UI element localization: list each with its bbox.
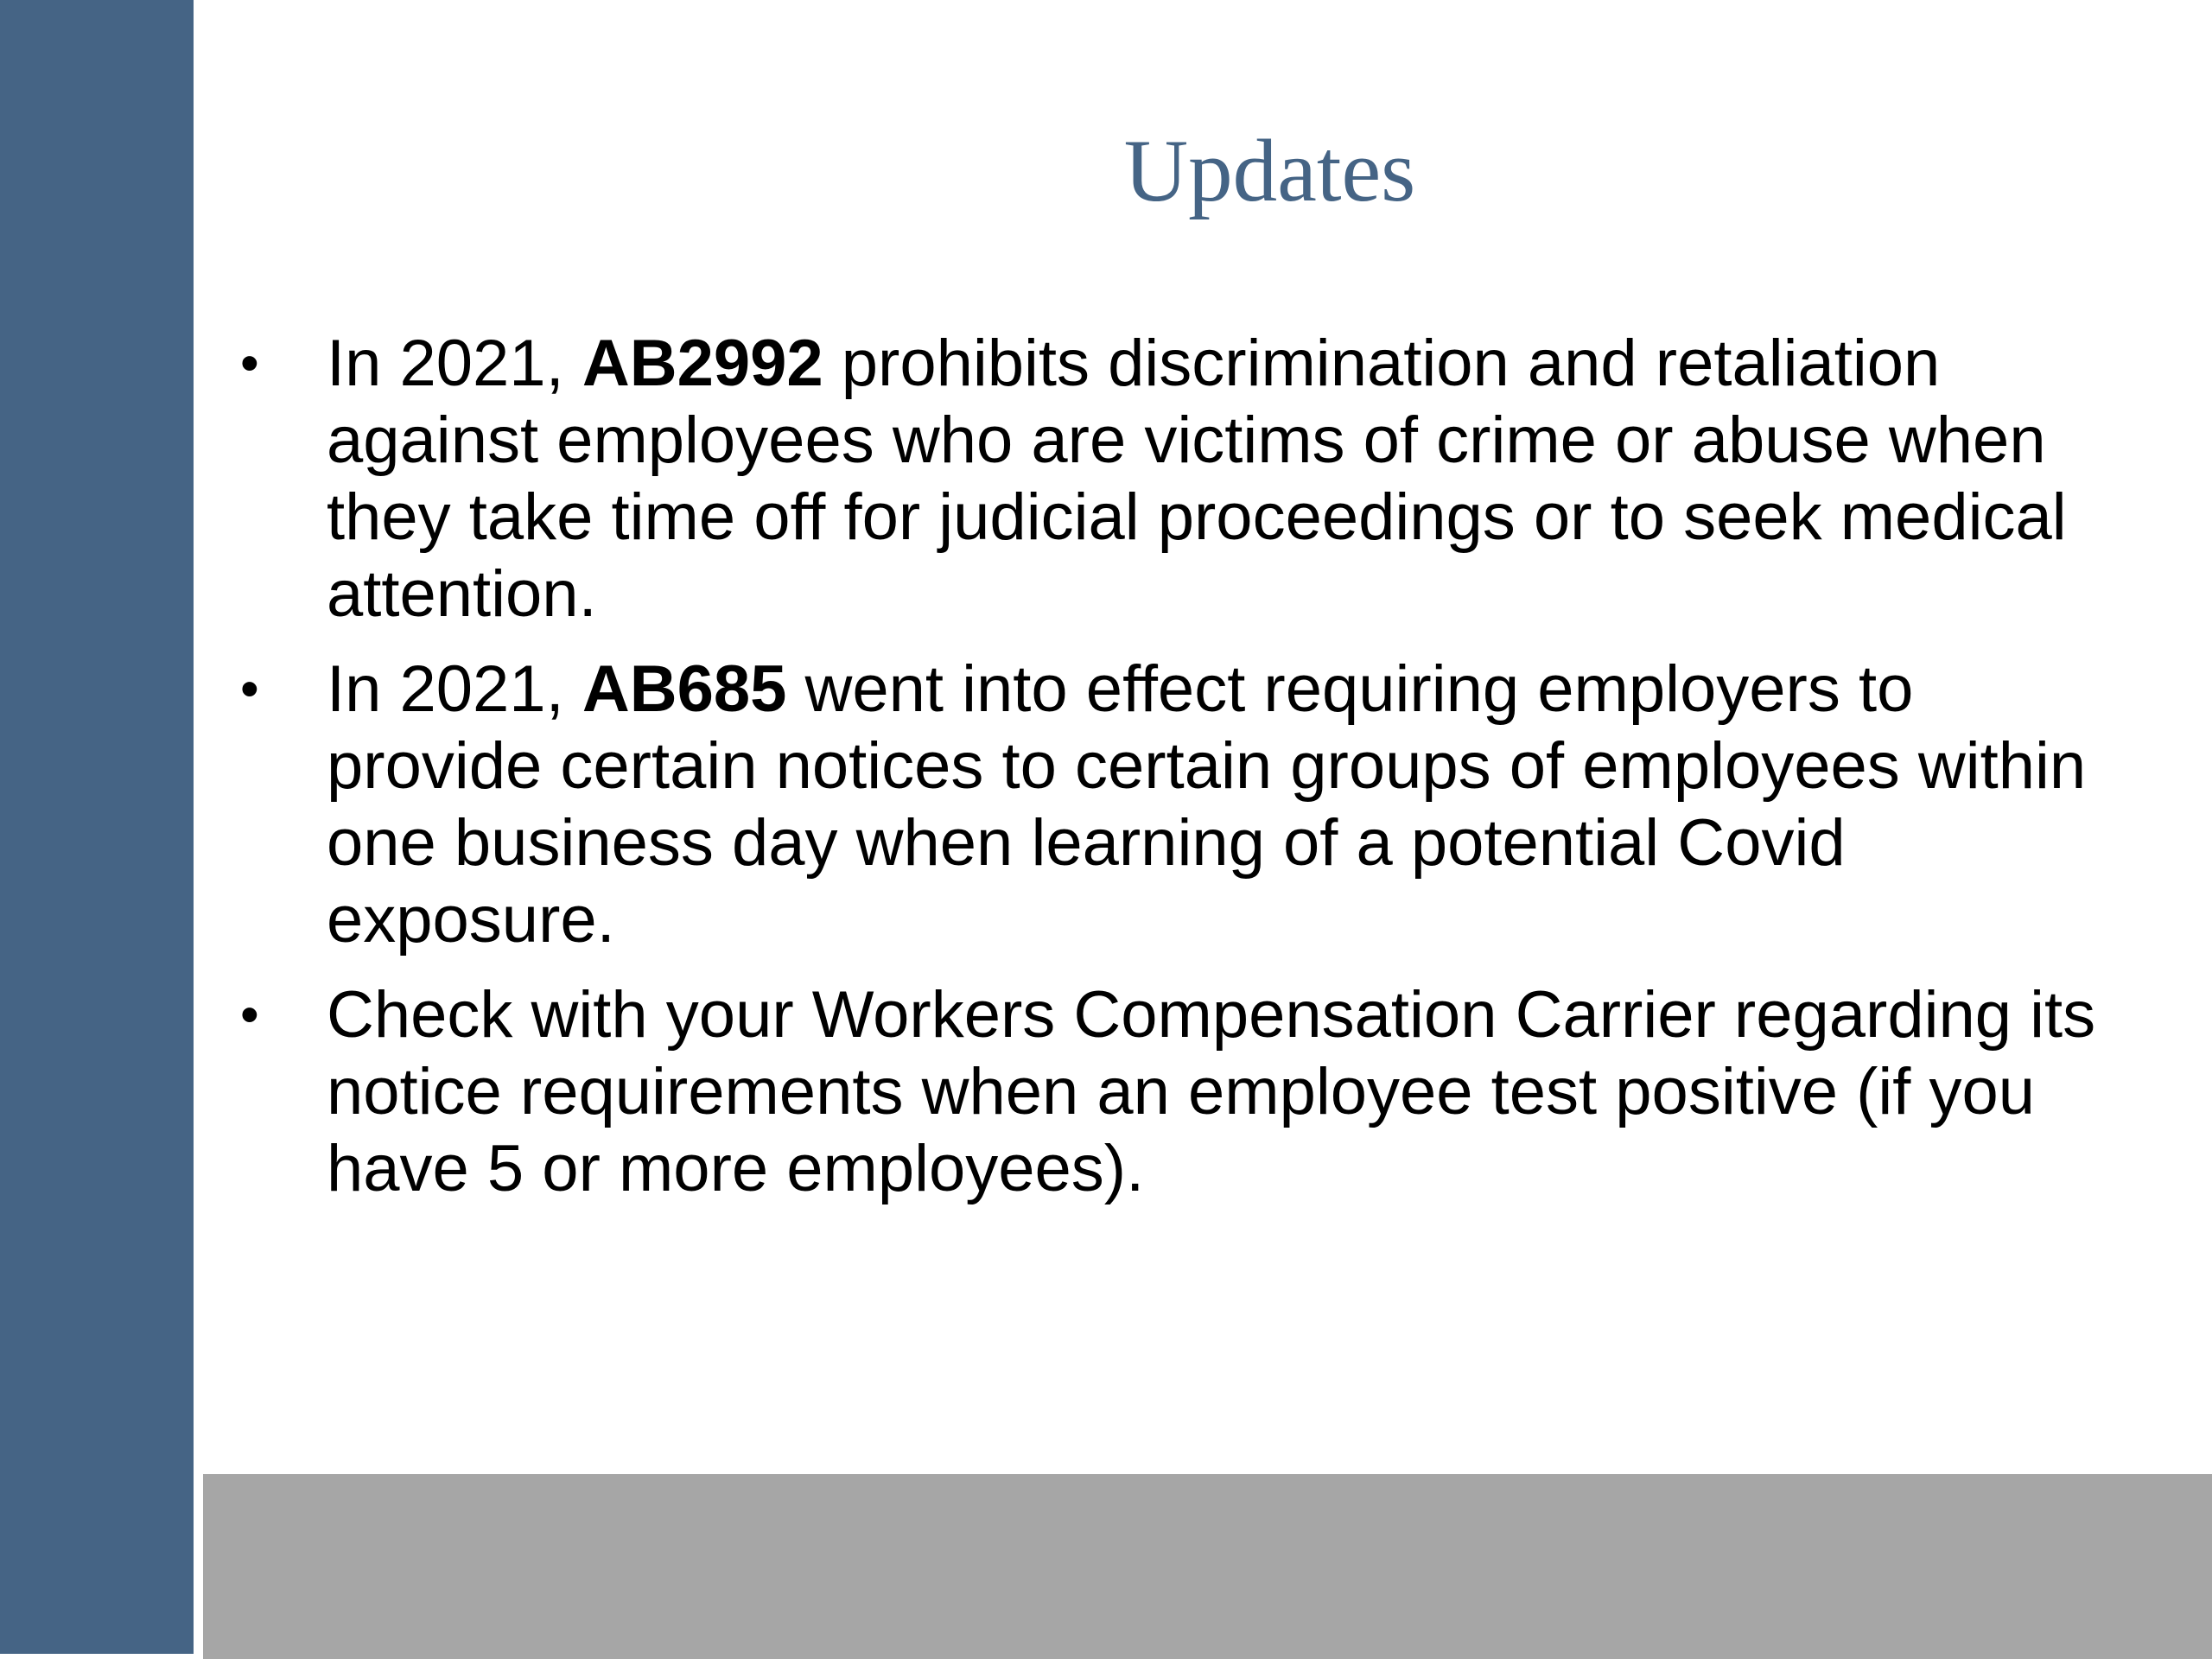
bullet-list [233,325,2134,1225]
left-accent-bar [0,0,194,1654]
bullet-item-ab2992 [233,325,2134,632]
bill-number: AB2992 [582,327,823,400]
bullet-dot-icon: • [240,334,259,393]
bullet-dot-icon: • [240,659,259,719]
bullet-text-rest: went into effect requiring employers to provide certain notices to certain groups of employees within one business day when learning of a potential Covid exposure. [327,652,2087,957]
slide-title: Updates [1123,122,1416,220]
bullet-text-lead: Check with your Workers Compensation Carrier regarding its notice requirements when an employee test positive (if you have 5 or more employees). [327,978,2096,1205]
bill-number: AB685 [582,652,787,726]
bullet-text-lead: In 2021, [327,327,582,400]
bullet-item-workers-comp [233,976,2134,1207]
bullet-dot-icon: • [240,985,259,1045]
bullet-item-ab685 [233,651,2134,958]
bullet-text-lead: In 2021, [327,652,582,726]
bullet-text-rest: prohibits discrimination and retaliation against employees who are victims of crime or abuse when they take time off for judicial proceedings or to seek medical attention. [327,327,2067,631]
bottom-band [203,1474,2212,1659]
